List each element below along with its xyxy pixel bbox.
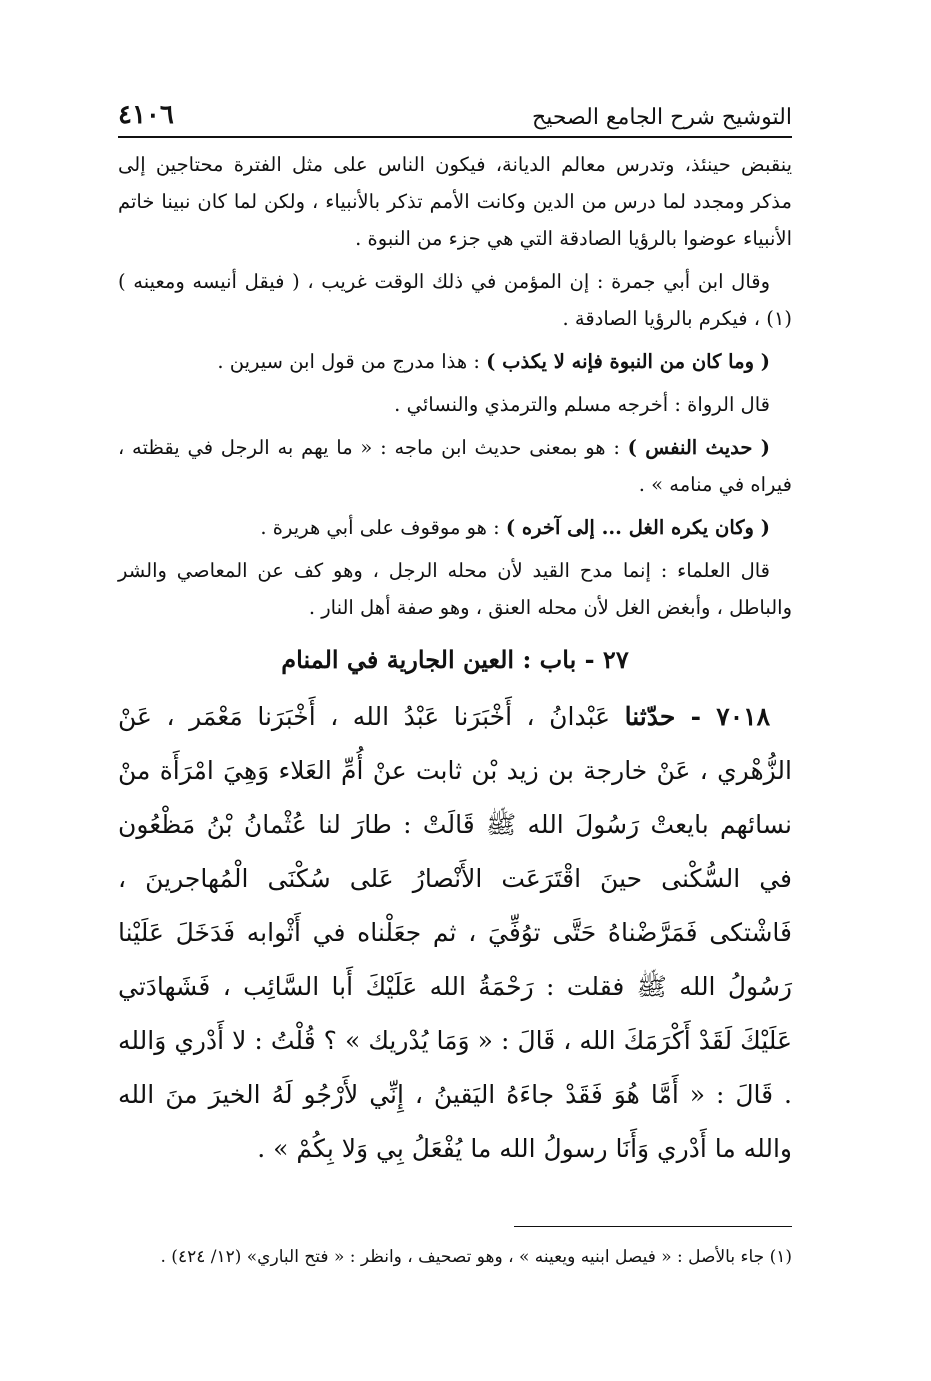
paragraph (118, 343, 792, 380)
commentary: : هو بمعنى حديث ابن ماجه : « ما يهم به الرجل في يقظته ، فيراه في منامه » . (118, 436, 792, 496)
page-header (118, 90, 792, 138)
main-text (118, 146, 792, 1176)
quoted-phrase: ( وما كان من النبوة فإنه لا يكذب ) (486, 350, 770, 373)
commentary: : هو موقوف على أبي هريرة . (260, 516, 506, 539)
hadith-body: عَبْدانُ ، أَخْبَرَنا عَبْدُ الله ، أَخْبَرَنا مَعْمَر ، عَنْ الزُّهْري ، عَنْ خارجة بن زيد بْن ثابت عنْ أُمِّ العَلاء وَهِيَ امْرَأَة منْ نسائهم بايعتْ رَسُولَ الله ﷺ قَالَتْ : طارَ لنا عُثْمانُ بْنُ مَظْعُون في السُّكْنى حينَ اقْتَرَعَت الأَنْصارُ عَلى سُكْنَى الْمُهاجرينَ ، فَاشْتكى فَمَرَّضْناهُ حَتَّى توُفِّيَ ، ثم جعَلْناه في أَثْوابه فَدَخَلَ عَلَيْنا رَسُولُ الله ﷺ فقلت : رَحْمَةُ الله عَلَيْكَ أَبا السَّائِب ، فَشَهادَتي عَلَيْكَ لَقَدْ أَكْرَمَكَ الله ، قَالَ : « وَمَا يُدْريك » ؟ قُلْتُ : لا أَدْري وَالله . قَالَ : « أَمَّا هُوَ فَقَدْ جاءَهُ اليَقينُ ، إِنِّي لأَرْجُو لَهُ الخيرَ منَ الله والله ما أَدْري وَأَنَا رسولُ الله ما يُفْعَلُ بِي وَلا بِكُمْ » . (118, 702, 792, 1163)
document-page (118, 0, 792, 1381)
page-number: ٤١٠٦ (118, 100, 174, 130)
chapter-heading: ٢٧ - باب : العين الجارية في المنام (281, 645, 629, 674)
quoted-phrase: ( حديث النفس ) (627, 436, 770, 459)
commentary: : هذا مدرج من قول ابن سيرين . (217, 350, 487, 373)
hadith-text (118, 690, 792, 1176)
footnote: (١) جاء بالأصل : « فيصل ابنيه ويعينه » ، وهو تصحيف ، وانظر : « فتح الباري» (١٢/ ٤٢٤) . (160, 1247, 792, 1267)
paragraph: قال العلماء : إنما مدح القيد لأن محله الرجل ، وهو كف عن المعاصي والشر والباطل ، وأبغض الغل لأن محله العنق ، وهو صفة أهل النار . (118, 559, 792, 619)
paragraph: قال الرواة : أخرجه مسلم والترمذي والنسائي . (394, 393, 770, 416)
paragraph (118, 429, 792, 503)
running-title: التوشيح شرح الجامع الصحيح (532, 105, 792, 130)
footnote-divider (514, 1226, 792, 1227)
hadith-number: ٧٠١٨ - حدّثنا (624, 702, 770, 731)
paragraph: ينقبض حينئذ، وتدرس معالم الديانة، فيكون الناس على مثل الفترة محتاجين إلى مذكر ومجدد لما درس من الدين وكانت الأمم تذكر بالأنبياء ، ولكن لما كان نبينا خاتم الأنبياء عوضوا بالرؤيا الصادقة التي هي جزء من النبوة . (118, 153, 792, 250)
quoted-phrase: ( وكان يكره الغل ... إلى آخره ) (505, 516, 770, 539)
paragraph: وقال ابن أبي جمرة : إن المؤمن في ذلك الوقت غريب ، ( فيقل أنيسه ومعينه ) (١) ، فيكرم بالرؤيا الصادقة . (118, 270, 792, 330)
paragraph (118, 509, 792, 546)
